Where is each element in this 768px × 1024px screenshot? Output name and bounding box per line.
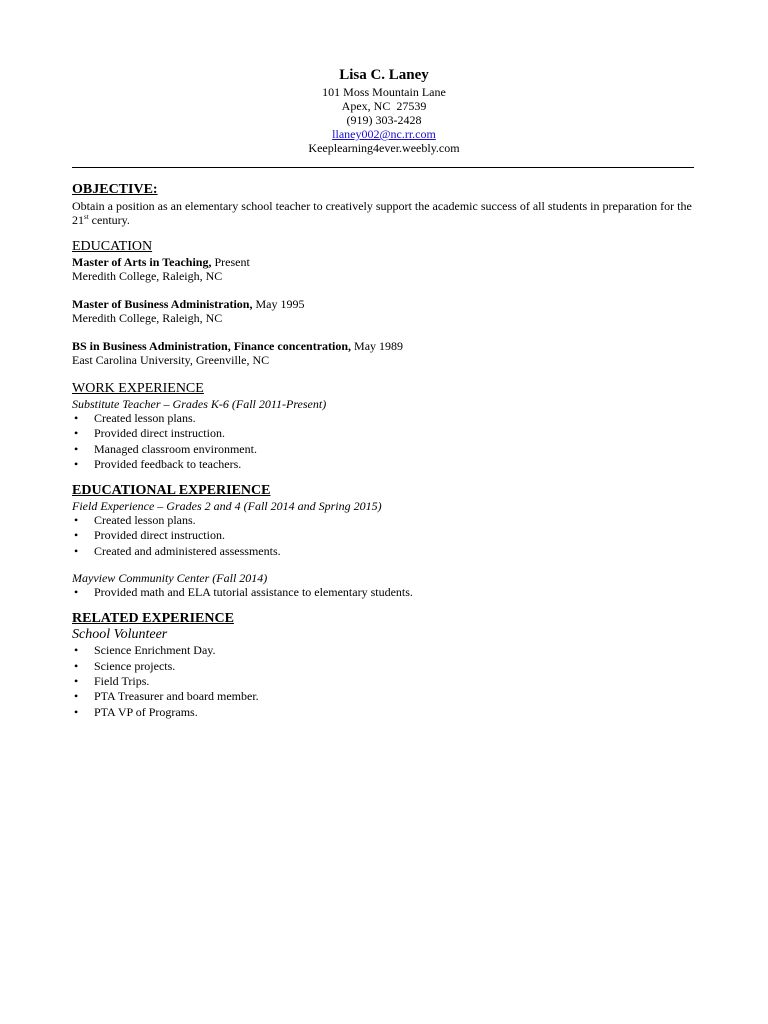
objective-heading: OBJECTIVE: [72,182,158,197]
work-experience-heading: WORK EXPERIENCE [72,381,204,396]
degree-1 [72,255,694,283]
list-item: • PTA VP of Programs. [72,705,694,720]
education-heading: EDUCATION [72,239,153,254]
degree-title: Master of Business Administration, [72,297,253,311]
list-item: • PTA Treasurer and board member. [72,689,694,704]
list-item: • Field Trips. [72,674,694,689]
candidate-name: Lisa C. Laney [339,67,429,83]
volunteer-role: School Volunteer [72,627,168,643]
degree-date: May 1989 [351,339,404,353]
degree-school: Meredith College, Raleigh, NC [72,311,223,325]
degree-title: Master of Arts in Teaching, [72,255,212,269]
list-item: • Created and administered assessments. [72,544,694,559]
list-item: • Provided direct instruction. [72,528,694,543]
email-link[interactable]: llaney002@nc.rr.com [332,127,436,141]
website: Keeplearning4ever.weebly.com [308,141,460,155]
work-bullets [72,411,694,472]
list-item: • Science projects. [72,659,694,674]
address-line-2: Apex, NC 27539 [341,99,427,113]
list-item: • Science Enrichment Day. [72,643,694,658]
community-center-bullets [72,585,694,600]
address-line-1: 101 Moss Mountain Lane [322,85,446,99]
phone-number: (919) 303-2428 [346,113,422,127]
resume-body [72,181,694,720]
list-item: • Managed classroom environment. [72,442,694,457]
degree-title: BS in Business Administration, Finance concentration, [72,339,352,353]
educational-experience-heading: EDUCATIONAL EXPERIENCE [72,483,271,499]
degree-date: May 1995 [252,297,305,311]
list-item: • Created lesson plans. [72,513,694,528]
list-item: • Provided direct instruction. [72,426,694,441]
work-role: Substitute Teacher – Grades K-6 (Fall 2011-Present) [72,397,327,411]
field-experience-role: Field Experience – Grades 2 and 4 (Fall 2014 and Spring 2015) [72,499,382,514]
related-experience-heading: RELATED EXPERIENCE [72,611,234,627]
degree-school: Meredith College, Raleigh, NC [72,269,223,283]
degree-date: Present [211,255,250,269]
degree-school: East Carolina University, Greenville, NC [72,353,270,367]
community-center-role: Mayview Community Center (Fall 2014) [72,571,268,586]
list-item: • Provided feedback to teachers. [72,457,694,472]
resume-header [0,66,768,155]
field-experience-bullets [72,513,694,559]
volunteer-bullets [72,643,694,719]
degree-2 [72,297,694,325]
objective-text: Obtain a position as an elementary school teacher to creatively support the academic success of all students in preparation for the 21st century. [72,199,692,227]
header-divider [72,167,694,168]
degree-3 [72,339,694,367]
list-item: • Created lesson plans. [72,411,694,426]
list-item: • Provided math and ELA tutorial assistance to elementary students. [72,585,694,600]
